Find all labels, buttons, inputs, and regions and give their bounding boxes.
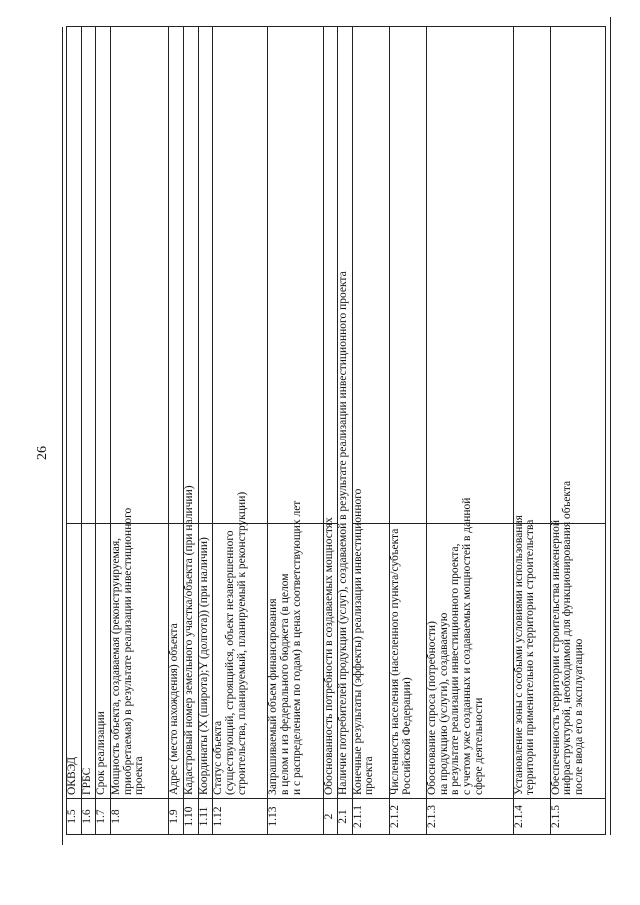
row-description xyxy=(351,488,389,799)
value-cell xyxy=(110,27,169,524)
bottom-edge-line xyxy=(610,17,611,835)
description-line: проекта xyxy=(133,756,146,795)
value-cell xyxy=(268,27,323,524)
description-line: Численность населения (населенного пункта/субъекта xyxy=(388,528,401,795)
table-row xyxy=(169,27,184,835)
row-description xyxy=(183,485,199,799)
row-description xyxy=(512,515,550,799)
row-number: 2.1 xyxy=(338,799,353,835)
row-number: 2.1.2 xyxy=(389,799,426,835)
table-row xyxy=(213,27,268,835)
value-cell xyxy=(513,27,550,524)
rotated-table-container xyxy=(66,27,606,835)
description-line: ОКВЭД xyxy=(66,756,78,795)
row-description xyxy=(267,500,323,799)
table-row xyxy=(513,27,550,835)
table-row xyxy=(184,27,199,835)
description-line: ГРБС xyxy=(80,767,93,795)
row-number: 1.13 xyxy=(268,799,323,835)
row-description xyxy=(338,27,353,799)
description-line: Кадастровый номер земельного участка/объекта (при наличии) xyxy=(183,485,195,795)
value-cell xyxy=(96,27,111,524)
value-cell xyxy=(427,27,514,524)
description-line: после ввода его в эксплуатацию xyxy=(573,638,586,795)
value-cell xyxy=(198,27,213,524)
description-line: Статус объекта xyxy=(212,720,225,795)
value-cell xyxy=(323,27,338,524)
description-line: Запрашиваемый объем финансирования xyxy=(267,598,280,795)
description-line: Срок реализации xyxy=(95,711,108,795)
row-description xyxy=(426,497,514,799)
row-description xyxy=(96,524,111,799)
row-description xyxy=(389,524,426,799)
table-row xyxy=(81,27,96,835)
page-number: 26 xyxy=(35,446,50,460)
row-description xyxy=(198,524,213,799)
table-row xyxy=(110,27,169,835)
row-number: 2.1.1 xyxy=(352,799,389,835)
value-cell xyxy=(184,27,199,524)
table-row xyxy=(352,27,389,835)
value-cell xyxy=(352,27,389,524)
description-line: Конечные результаты (эффекты) реализации инвестиционного xyxy=(351,488,364,795)
row-description xyxy=(322,517,338,799)
value-cell xyxy=(67,27,82,524)
description-line: на продукцию (услуги), создаваемую xyxy=(437,612,450,795)
description-line: с учетом уже созданных и создаваемых мощностей в данной xyxy=(461,497,474,795)
table-row xyxy=(198,27,213,835)
row-number: 1.6 xyxy=(81,799,96,835)
description-line: инфраструктурой, необходимой для функционирования объекта xyxy=(561,480,574,795)
row-number: 2.1.4 xyxy=(513,799,550,835)
description-line: Обеспеченность территории строительства инженерной xyxy=(549,520,562,795)
table-row xyxy=(389,27,426,835)
row-number: 2.1.5 xyxy=(550,799,605,835)
table-row xyxy=(427,27,514,835)
row-number: 1.9 xyxy=(169,799,184,835)
description-line: сфере деятельности xyxy=(472,697,485,795)
description-line: Наличие потребителей продукции (услуг), создаваемой в результате реализации инвестиционного проекта xyxy=(337,271,350,795)
value-cell xyxy=(550,27,605,524)
description-line: Мощность объекта, создаваемая (реконструируемая, xyxy=(109,537,122,795)
description-line: проекта xyxy=(363,756,376,795)
description-line: Обоснованность потребности в создаваемых мощностях xyxy=(322,517,335,795)
row-description xyxy=(81,524,96,799)
row-description xyxy=(109,507,169,799)
row-description xyxy=(549,480,605,799)
row-number: 1.10 xyxy=(184,799,199,835)
table-row xyxy=(67,27,82,835)
description-line: Координаты (X (широта);Y (долгота)) (при наличии) xyxy=(197,537,210,795)
description-line: Адрес (место нахождения) объекта xyxy=(168,623,181,795)
description-line: территории применительно к территории строительства xyxy=(524,519,537,795)
row-number: 1.12 xyxy=(213,799,268,835)
value-cell xyxy=(389,27,426,524)
table-row xyxy=(550,27,605,835)
row-description xyxy=(67,524,82,799)
value-cell xyxy=(169,27,184,524)
row-number: 1.8 xyxy=(110,799,169,835)
description-line: Российской Федерации) xyxy=(400,677,413,795)
top-edge-line xyxy=(62,27,63,845)
row-description xyxy=(212,491,268,799)
description-line: и с распределением по годам) в ценах соответствующих лет xyxy=(290,500,303,795)
row-number: 1.5 xyxy=(67,799,82,835)
row-number: 2.1.3 xyxy=(427,799,514,835)
value-cell xyxy=(213,27,268,524)
description-line: Обоснование спроса (потребности) xyxy=(426,621,438,795)
project-table xyxy=(66,26,606,835)
description-line: приобретаемая) в результате реализации инвестиционного xyxy=(121,507,134,795)
row-description xyxy=(169,524,184,799)
row-number: 2 xyxy=(323,799,338,835)
row-number: 1.7 xyxy=(96,799,111,835)
row-number: 1.11 xyxy=(198,799,213,835)
table-row xyxy=(338,27,353,835)
table-row xyxy=(96,27,111,835)
description-line: в результате реализации инвестиционного проекта, xyxy=(449,543,462,795)
value-cell xyxy=(81,27,96,524)
description-line: Установление зоны с особыми условиями использования xyxy=(512,515,525,795)
description-line: строительства, планируемый, планируемый к реконструкции) xyxy=(235,491,248,795)
description-line: в целом и из федерального бюджета (в целом xyxy=(279,573,292,795)
description-line: (существующий, строящийся, объект незавершенного xyxy=(223,530,236,795)
table-row xyxy=(323,27,338,835)
table-row xyxy=(268,27,323,835)
